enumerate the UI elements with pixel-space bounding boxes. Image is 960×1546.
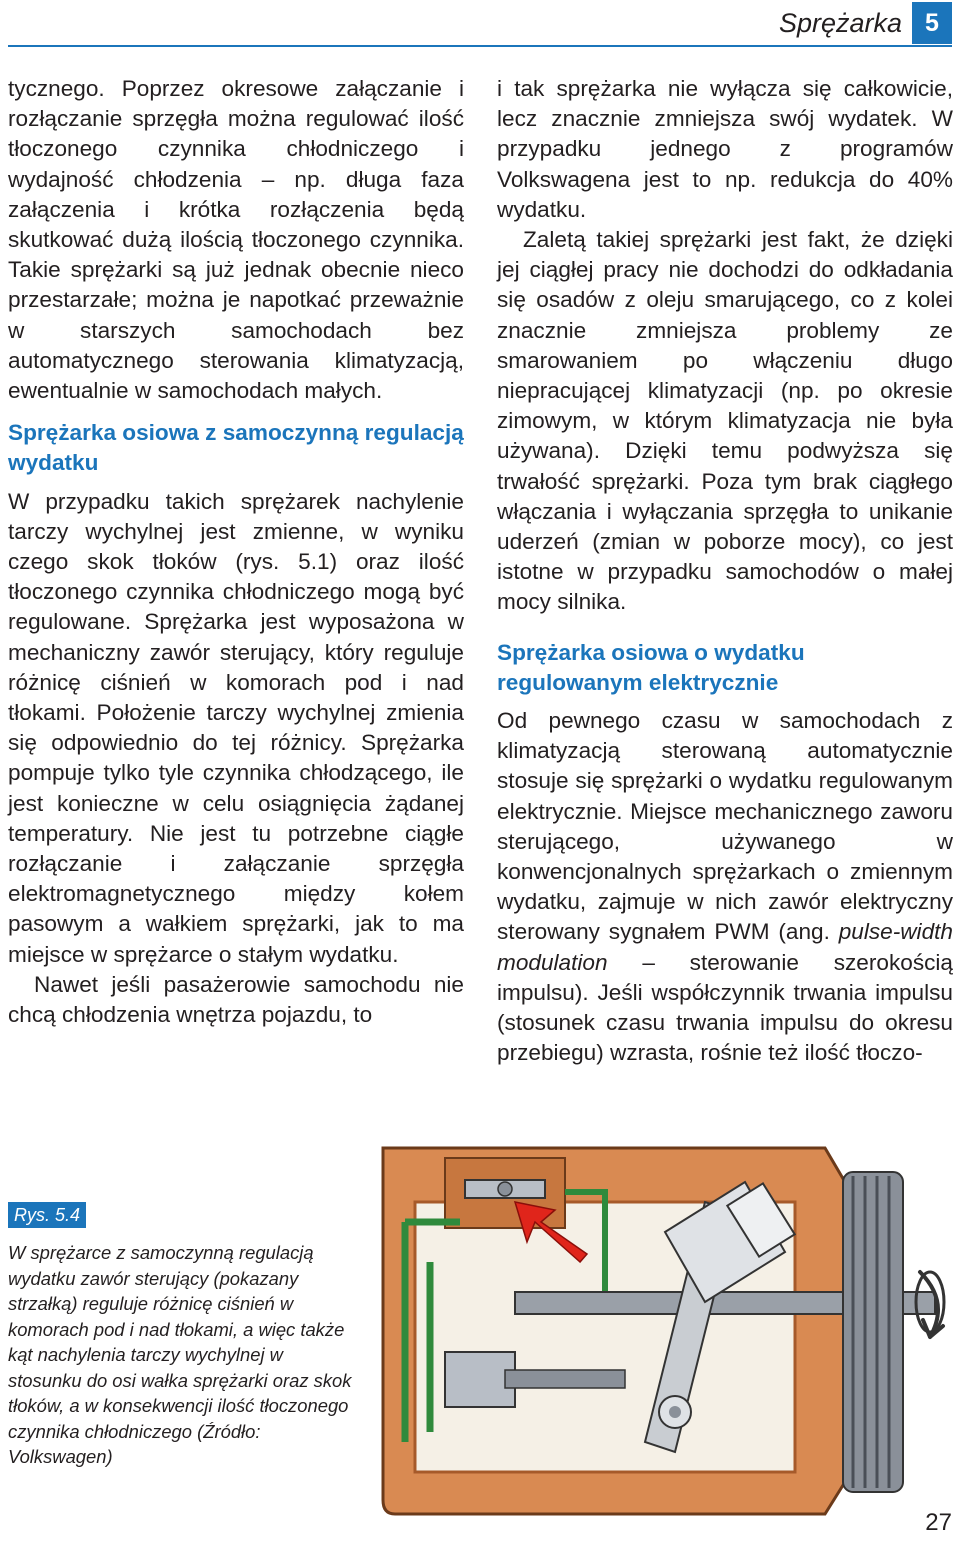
figure-label: Rys. 5.4 [8,1202,86,1228]
right-column [497,74,953,1069]
italic-term: pulse-width modulation [497,919,953,975]
figure-caption-text: W sprężarce z samoczynną regulacją wydatku zawór sterujący (pokazany strzałką) reguluje różnicę ciśnień w komorach pod i nad tłokami, a więc także kąt nachylenia tarczy wychylnej w stosunku do osi wałka sprężarki oraz skok tłoków, a w konsekwencji ilość tłoczonego czynnika chłodniczego (Źródło: Volkswagen) [8,1242,352,1467]
paragraph [497,706,953,1068]
figure-caption [8,1202,358,1470]
paragraph: Nawet jeśli pasażerowie samochodu nie chcą chłodzenia wnętrza pojazdu, to [8,971,464,1028]
header-rule [8,45,952,47]
paragraph: Zaletą takiej sprężarki jest fakt, że dzięki jej ciągłej pracy nie dochodzi do odkładania się osadów z oleju smarującego, co z kolei znacznie zmniejsza problemy ze smarowaniem po włączeniu długo niepracującej klimatyzacji (np. po okresie zimowym, w którym klimatyzacja nie była używana). Dzięki temu podwyższa się trwałość sprężarki. Poza tym brak ciągłego włączania i wyłączania sprzęgła to unikanie uderzeń (zmian w poborze mocy), co jest istotne w przypadku samochodów o małej mocy silnika. [497,227,953,615]
header-title: Sprężarka [778,8,902,38]
left-column [8,74,464,1030]
text-span: – sterowanie szerokością impulsu). Jeśli współczynnik trwania impulsu (stosunek czasu trwania impulsu do okresu przebiegu) wzrasta, rośnie też ilość tłoczo- [497,949,953,1066]
valve-spring [498,1182,512,1196]
piston-rod [505,1370,625,1388]
paragraph: i tak sprężarka nie wyłącza się całkowicie, lecz znacznie zmniejsza swój wydatek. W przypadku jednego z programów Volkswagena jest to np. redukcja do 40% wydatku. [497,76,953,222]
page-number: 27 [925,1509,952,1536]
paragraph: W przypadku takich sprężarek nachylenie tarczy wychylnej jest zmienne, w wyniku czego skok tłoków (rys. 5.1) oraz ilość tłoczonego czynnika chłodniczego mogą być regulowane. Sprężarka jest wyposażona w mechaniczny zawór sterujący, który reguluje różnicę ciśnień w komorach pod i nad tłokami. Położenie tarczy wychylnej zmienia się odpowiednio do tej różnicy. Sprężarka pompuje tylko tyle czynnika chłodzącego, ile jest konieczne w celu osiągnięcia żądanej temperatury. Nie jest tu potrzebne ciągłe rozłączanie i załączanie sprzęgła elektromagnetycznego między kołem pasowym a wałkiem sprężarki, jak to ma miejsce w sprężarce o stałym wydatku. [8,488,464,967]
section-heading: Sprężarka osiowa o wydatku regulowanym elektrycznie [497,639,805,695]
swash-pivot-pin [669,1406,681,1418]
compressor-cutaway-illustration [375,1142,955,1520]
text-span: Od pewnego czasu w samochodach z klimatyzacją sterowaną automatycznie stosuje się sprężarki o wydatku regulowanym elektrycznie. Miejsce mechanicznego zaworu sterującego, używanego w konwencjonalnych sprężarkach o zmiennym wydatku, zajmuje w nich zawór elektryczny sterowany sygnałem PWM (ang. [497,708,953,945]
paragraph: tycznego. Poprzez okresowe załączanie i rozłączanie sprzęgła można regulować ilość tłoczonego czynnika chłodniczego i wydajność chłodzenia – np. długa faza załączenia i krótka rozłączenia będą skutkować dużą ilością tłoczonego czynnika. Takie sprężarki są już jednak obecnie nieco przestarzałe; można je napotkać przeważnie w starszych samochodach bez automatycznego sterowania klimatyzacją, ewentualnie w samochodach małych. [8,76,464,404]
chapter-number-badge: 5 [912,2,952,44]
section-heading: Sprężarka osiowa z samoczynną regulacją wydatku [8,420,464,476]
